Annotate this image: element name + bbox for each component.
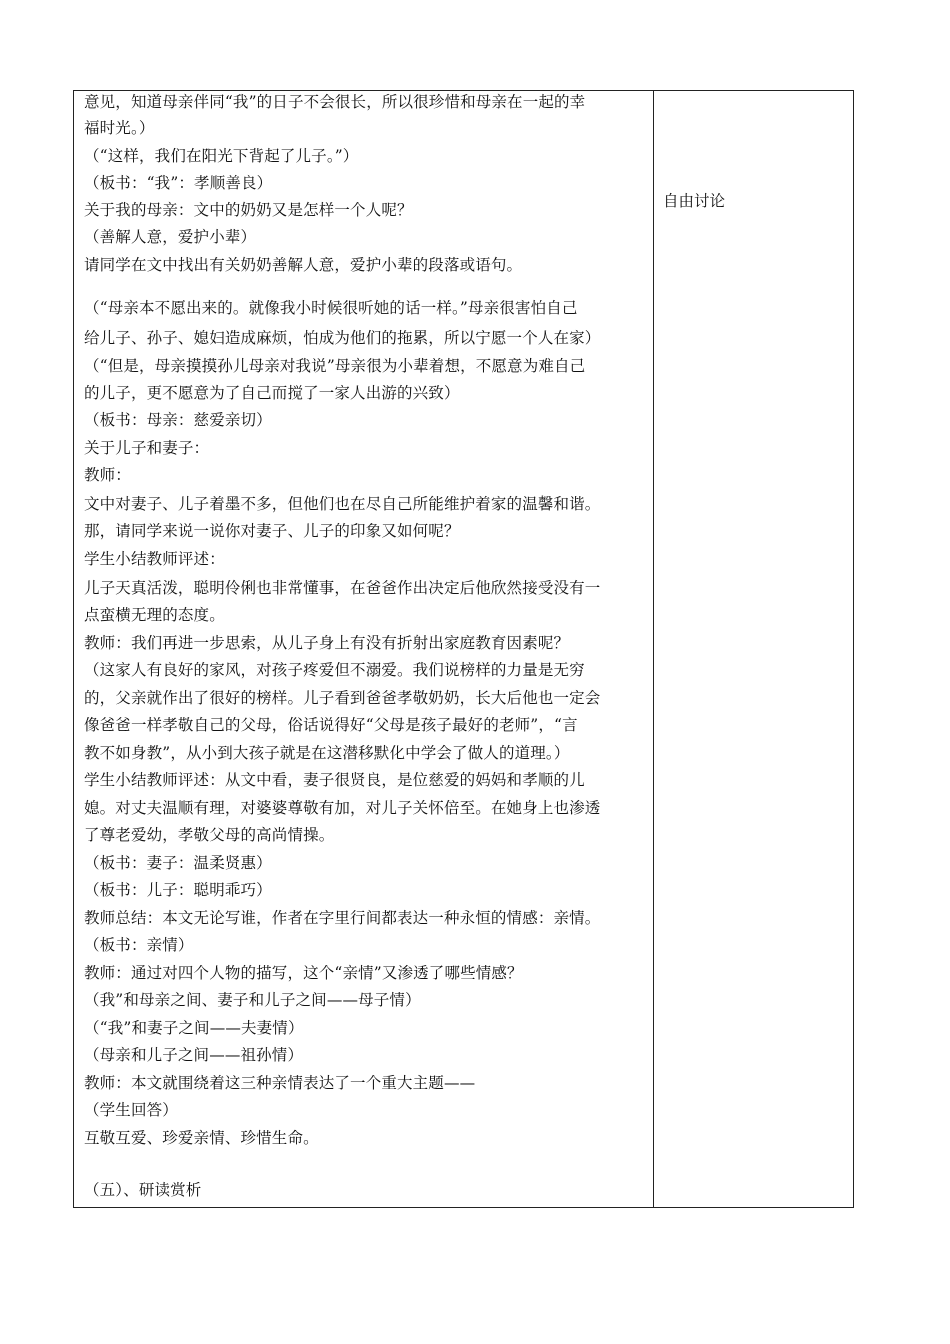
content-line: 像爸爸一样孝敬自己的父母，俗话说得好“父母是孩子最好的老师”，“言 xyxy=(84,716,578,734)
content-line: 教师：我们再进一步思索，从儿子身上有没有折射出家庭教育因素呢？ xyxy=(84,634,570,652)
content-line: 教师：本文就围绕着这三种亲情表达了一个重大主题—— xyxy=(84,1074,476,1092)
content-line: 媳。对丈夫温顺有理，对婆婆尊敬有加，对儿子关怀倍至。在她身上也渗透 xyxy=(84,799,601,817)
content-line: （“母亲本不愿出来的。就像我小时候很听她的话一样。”母亲很害怕自己 xyxy=(84,299,578,317)
content-line: （板书：儿子：聪明乖巧） xyxy=(84,881,272,899)
content-line: （“但是，母亲摸摸孙儿母亲对我说”母亲很为小辈着想，不愿意为难自己 xyxy=(84,357,586,375)
content-line: （我”和母亲之间、妻子和儿子之间——母子情） xyxy=(84,991,421,1009)
content-line: 点蛮横无理的态度。 xyxy=(84,606,225,624)
content-line: 的，父亲就作出了很好的榜样。儿子看到爸爸孝敬奶奶，长大后他也一定会 xyxy=(84,689,601,707)
content-line: （板书：亲情） xyxy=(84,936,194,954)
content-line: （五）、研读赏析 xyxy=(84,1181,202,1199)
content-line: 互敬互爱、珍爱亲情、珍惜生命。 xyxy=(84,1129,319,1147)
free-discussion-label: 自由讨论 xyxy=(663,192,726,210)
content-line: （板书：“我”：孝顺善良） xyxy=(84,174,273,192)
content-line: （板书：母亲：慈爱亲切） xyxy=(84,411,272,429)
content-line: 学生小结教师评述： xyxy=(84,550,225,568)
content-line: 请同学在文中找出有关奶奶善解人意，爱护小辈的段落或语句。 xyxy=(84,256,523,274)
content-line: （这家人有良好的家风，对孩子疼爱但不溺爱。我们说榜样的力量是无穷 xyxy=(84,661,585,679)
content-line: 教师总结：本文无论写谁，作者在字里行间都表达一种永恒的情感：亲情。 xyxy=(84,909,601,927)
content-line: 教师：通过对四个人物的描写，这个“亲情”又渗透了哪些情感？ xyxy=(84,964,523,982)
content-line: 那，请同学来说一说你对妻子、儿子的印象又如何呢？ xyxy=(84,522,460,540)
content-line: 了尊老爱幼，孝敬父母的高尚情操。 xyxy=(84,826,335,844)
content-line: 关于儿子和妻子： xyxy=(84,439,210,457)
content-line: 儿子天真活泼，聪明伶俐也非常懂事，在爸爸作出决定后他欣然接受没有一 xyxy=(84,579,601,597)
content-line: 关于我的母亲：文中的奶奶又是怎样一个人呢？ xyxy=(84,201,413,219)
content-line: 福时光。） xyxy=(84,119,155,137)
content-line: 学生小结教师评述：从文中看，妻子很贤良，是位慈爱的妈妈和孝顺的儿 xyxy=(84,771,585,789)
content-line: 教不如身教”，从小到大孩子就是在这潜移默化中学会了做人的道理。） xyxy=(84,744,570,762)
content-line: 的儿子，更不愿意为了自己而搅了一家人出游的兴致） xyxy=(84,384,460,402)
content-line: （板书：妻子：温柔贤惠） xyxy=(84,854,272,872)
content-line: （“我”和妻子之间——夫妻情） xyxy=(84,1019,304,1037)
content-line: 意见，知道母亲伴同“我”的日子不会很长，所以很珍惜和母亲在一起的幸 xyxy=(84,93,586,111)
student-activity-column xyxy=(663,189,843,213)
content-line: （母亲和儿子之间——祖孙情） xyxy=(84,1046,304,1064)
content-line: （学生回答） xyxy=(84,1101,178,1119)
content-line: 给儿子、孙子、媳妇造成麻烦，怕成为他们的拖累，所以宁愿一个人在家） xyxy=(84,329,601,347)
content-line: （“这样，我们在阳光下背起了儿子。”） xyxy=(84,147,359,165)
content-line: （善解人意，爱护小辈） xyxy=(84,228,257,246)
column-divider xyxy=(653,90,654,1208)
content-line: 教师： xyxy=(84,466,131,484)
content-line: 文中对妻子、儿子着墨不多，但他们也在尽自己所能维护着家的温馨和谐。 xyxy=(84,495,601,513)
